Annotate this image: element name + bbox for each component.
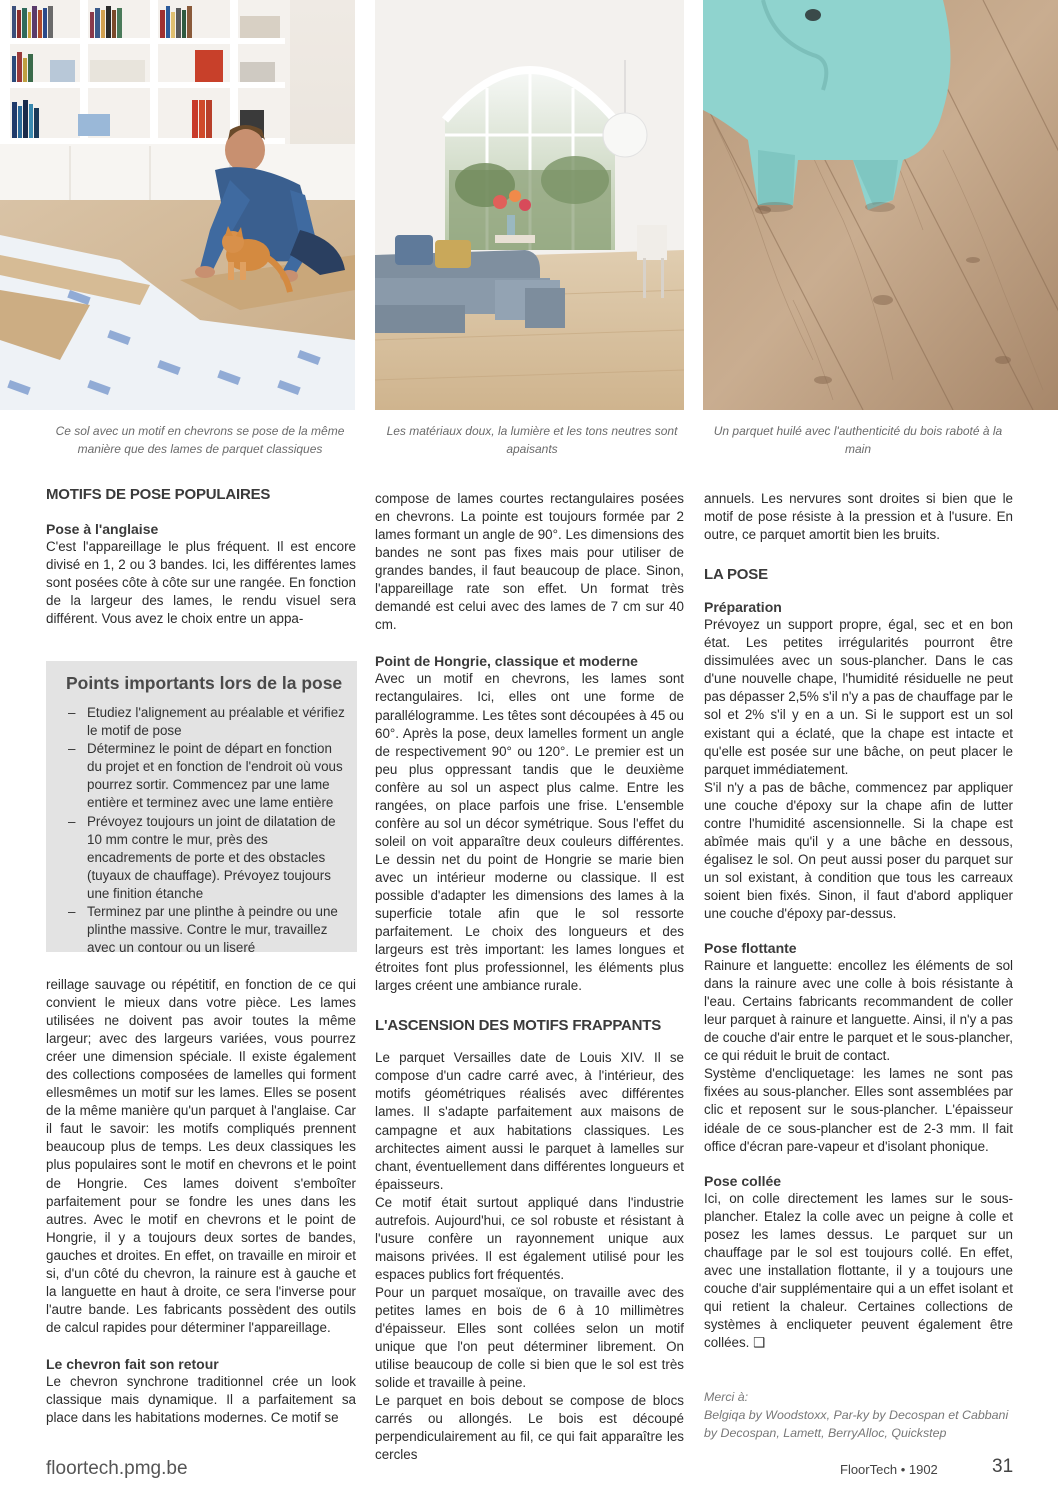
paragraph: C'est l'appareillage le plus fréquent. Il est encore divisé en 1, 2 ou 3 bandes. Ici, les différentes lames sont posées côte à côte sur une rangée. En fonction de la largeur des lames, le rendu visuel sera différent. Vous avez le choix entre un appa- — [46, 539, 356, 627]
paragraph: compose de lames courtes rectangulaires posées en chevrons. La pointe est toujours formée par 2 lames formant un angle de 90°. Les dimensions des bandes ne sont pas fixes mais pour utiliser de grandes bandes, il faut beaucoup de place. Sinon, l'appareillage rate son effet. Un format très demandé est celui avec des lames de 7 cm sur 40 cm. — [375, 491, 684, 633]
tips-item: – Déterminez le point de départ en fonction du projet et en fonction de l'endroit où vous pourrez sortir. Commencez par une lame entière et terminez avec une lame entière — [68, 741, 343, 811]
article-column-2 — [375, 490, 684, 1464]
image-caption: Un parquet huilé avec l'authenticité du bois raboté à la main — [713, 424, 1003, 456]
photo-oiled-parquet — [703, 0, 1058, 410]
photo-living-room — [375, 0, 684, 410]
paragraph: Prévoyez un support propre, égal, sec et en bon état. Les petites irrégularités pourront être dissimulées avec un sous-plancher. Dans le cas d'une nouvelle chape, l'humidité résiduelle ne peut pas dépasser 2,5% s'il n'y a pas de chauffage par le sol et 2% s'il y en a un. Si le support est un sol existant qui a éclaté, que la chape est intacte et qu'elle est posée sur une bâche, on peut placer le parquet immédiatement. — [704, 617, 1013, 777]
subheading: Point de Hongrie, classique et moderne — [375, 653, 638, 670]
tips-item: – Terminez par une plinthe à peindre ou une plinthe massive. Contre le mur, travaillez avec un contour ou un liseré — [68, 904, 338, 956]
image-caption: Ce sol avec un motif en chevrons se pose de la même manière que des lames de parquet classiques — [55, 424, 345, 456]
paragraph: S'il n'y a pas de bâche, commencez par appliquer une couche d'époxy sur la chape afin de lutter contre l'humidité ascensionnelle. Si la chape est abîmée mais qu'il y a une bâche en dessous, égalisez le sol. On peut aussi poser du parquet sur un sol existant, à condition que tous les carreaux soient bien fixés. Sinon, il faut d'abord appliquer une couche d'époxy par-dessus. — [704, 779, 1013, 921]
paragraph: Avec un motif en chevrons, les lames sont rectangulaires. Ici, elles ont une forme de parallélogramme. Les têtes sont découpées à 45 ou 60°. Après la pose, deux lamelles forment un angle de respectivement 90° ou 120°. Le premier est un peu plus oppressant tandis que le deuxième confère au sol un aspect plus calme. Entre les rangées, on place parfois une frise. L'ensemble confère au sol un décor symétrique. Sous l'effet du soleil on voit apparaître deux couleurs différentes. Le dessin net du point de Hongrie se marie bien avec un intérieur moderne ou classique. Il est possible d'adapter les dimensions des lames à la superficie totale afin que le sol ressorte parfaitement. Le choix des longueurs et des largeurs est très important: les lames longues et étroites font plus professionnel, les éléments plus larges créent une ambiance rurale. — [375, 671, 684, 994]
subheading: Pose flottante — [704, 940, 797, 957]
article-column-3 — [704, 490, 1013, 1442]
subheading: Pose collée — [704, 1172, 782, 1189]
subheading: Préparation — [704, 599, 782, 616]
paragraph: Ce motif était surtout appliqué dans l'industrie autrefois. Aujourd'hui, ce sol robuste et résistant à l'usure confère un rayonnement unique aux maisons privées. Il est également utilisé pour les espaces publics fort fréquentés. — [375, 1194, 684, 1282]
paragraph: reillage sauvage ou répétitif, en fonction de ce qui convient le mieux dans votre pièce. Les lames utilisées ne doivent pas avoir toutes la même largeur; avec des largeurs variées, vous pourrez créer une dimension spéciale. Il existe également des collections composées de lamelles qui forment ellesmêmes un motif sur les lames. Elles se posent de la même manière qu'un parquet à l'anglaise. Car il faut le savoir: les motifs compliqués prennent beaucoup plus de temps. Les deux classiques les plus populaires sont le motif en chevrons et le point de Hongrie. Ces lames doivent s'emboîter parfaitement pour se fondre les unes dans les autres. Avec le motif en chevrons et le point de Hongrie, il y a toujours deux sortes de bandes, gauches et droites. En effet, on travaille en miroir et si, d'un côté du chevron, la rainure est à gauche et la languette en haut à droite, ce sera l'inverse pour l'autre bande. Les fabricants possèdent des outils de calcul rapides pour déterminer l'appareillage. — [46, 977, 356, 1335]
end-mark-icon: ❑ — [753, 1335, 766, 1351]
paragraph: Le parquet Versailles date de Louis XIV. Il se compose d'un cadre carré avec, à l'intérieur, des motifs géométriques réalisés avec différentes lames. Il s'adapte parfaitement aux maisons de campagne et aux habitations classiques. Les architectes aiment aussi le parquet à lamelles sur chant, éventuellement dans différentes longueurs et épaisseurs. — [375, 1050, 684, 1192]
paragraph: Rainure et languette: encollez les éléments de sol dans la rainure avec une colle à bois résistante à l'eau. Certains fabricants recommandent de coller leur parquet à rainure et languette. Ainsi, il n'y a pas de couche d'air entre le parquet et le sous-plancher, ce qui réduit le bruit de contact. — [704, 958, 1013, 1064]
footer-website[interactable]: floortech.pmg.be — [46, 1458, 188, 1479]
tips-box — [46, 661, 357, 956]
paragraph: Pour un parquet mosaïque, on travaille avec des petites lames en bois de 6 à 10 millimètres d'épaisseur. Elles sont collées selon un motif unique que l'on peut déterminer librement. On utilise beaucoup de colle si bien que le sol est très solide et travaille à peine. — [375, 1284, 684, 1391]
tips-item: – Prévoyez toujours un joint de dilatation de 10 mm contre le mur, près des encadrements de porte et des obstacles (tuyaux de chauffage). Prévoyez toujours une finition étanche — [68, 813, 336, 901]
paragraph: Système d'encliquetage: les lames ne sont pas fixées au sous-plancher. Elles sont assemblées par clic et reposent sur le sous-plancher. L'épaisseur idéale de ce sous-plancher est de 2-3 mm. Il fait office d'écran pare-vapeur et d'isolant phonique. — [704, 1066, 1013, 1154]
section-heading: LA POSE — [704, 566, 768, 584]
section-heading: MOTIFS DE POSE POPULAIRES — [46, 486, 271, 503]
image-caption: Les matériaux doux, la lumière et les tons neutres sont apaisants — [386, 424, 678, 456]
article-column-1-bottom — [46, 976, 356, 1427]
subheading: Pose à l'anglaise — [46, 521, 159, 538]
paragraph: Le chevron synchrone traditionnel crée un look classique mais dynamique. Il a parfaitement sa place dans les habitations modernes. Ce motif se — [46, 1373, 356, 1426]
tips-box-title: Points importants lors de la pose — [66, 673, 343, 693]
paragraph: Ici, on colle directement les lames sur le sous-plancher. Etalez la colle avec un peigne à colle et posez les lames dessus. Le parquet sur un chauffage par le sol est toujours collé. En effet, avec une installation flottante, il y a toujours une couche d'air supplémentaire qui a un effet isolant et qui retient la chaleur. Certaines collections de systèmes à encliqueter peuvent également être collées. ❑ — [704, 1190, 1013, 1351]
page-number: 31 — [992, 1456, 1014, 1477]
credits-label: Merci à: — [704, 1390, 749, 1405]
credits-text: Belgiqa by Woodstoxx, Par-ky by Decospan et Cabbani by Decospan, Lamett, BerryAlloc, Quickstep — [704, 1408, 1009, 1441]
section-heading: L'ASCENSION DES MOTIFS FRAPPANTS — [375, 1017, 662, 1035]
paragraph: annuels. Les nervures sont droites si bien que le motif de pose résiste à la pression et à l'usure. En outre, ce parquet amortit bien les bruits. — [704, 491, 1013, 543]
subheading: Le chevron fait son retour — [46, 1355, 219, 1372]
tips-item: – Etudiez l'alignement au préalable et vérifiez le motif de pose — [68, 705, 345, 739]
photo-herringbone-installation — [0, 0, 355, 410]
paragraph: Le parquet en bois debout se compose de blocs carrés ou allongés. Le bois est découpé perpendiculairement au fil, ce qui fait apparaître les cercles — [375, 1393, 684, 1463]
article-column-1-top — [46, 486, 356, 628]
footer-magazine-issue: FloorTech • 1902 — [840, 1462, 938, 1477]
